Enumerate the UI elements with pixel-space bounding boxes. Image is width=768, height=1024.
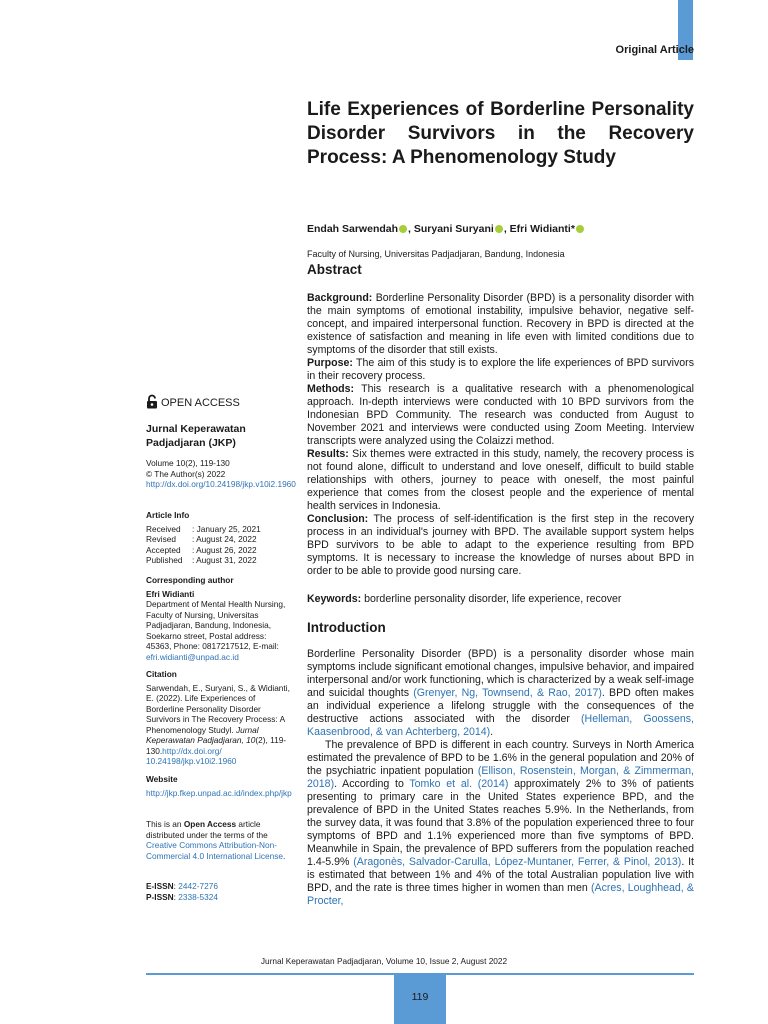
date-row-accepted: Accepted : August 26, 2022: [146, 544, 257, 555]
author-affiliation: Faculty of Nursing, Universitas Padjadjaran, Bandung, Indonesia: [307, 249, 565, 259]
eissn-link[interactable]: 2442-7276: [178, 881, 218, 891]
citation-link[interactable]: (Grenyer, Ng, Townsend, & Rao, 2017): [413, 687, 602, 699]
citation-heading: Citation: [146, 669, 177, 679]
orcid-icon[interactable]: [576, 225, 584, 233]
abstract-results: Results: Six themes were extracted in this study, namely, the recovery process is not found alone, difficult to understand and love oneself, difficult to build stable relationships with others, journey to peace with oneself, the most painful experience that comes from the closest people and the experience of mental health services in Indonesia.: [307, 448, 694, 512]
corresponding-author: [146, 575, 294, 662]
page-number: 119: [394, 975, 446, 1024]
article-type-label: Original Article: [615, 44, 694, 56]
citation-link[interactable]: (Aragonès, Salvador-Carulla, López-Muntaner, Ferrer, & Pinol, 2013): [353, 856, 682, 868]
introduction-body: [307, 648, 694, 908]
article-info: [146, 510, 294, 566]
copyright: © The Author(s) 2022: [146, 468, 226, 479]
license-block: This is an Open Access article distributed under the terms of the Creative Commons Attribution-Non-Commercial 4.0 International License.: [146, 819, 286, 861]
citation-link[interactable]: (Ellison, Rosenstein, Morgan, & Zimmerman, 2018): [307, 765, 694, 790]
corresponding-address: Department of Mental Health Nursing, Faculty of Nursing, Universitas Padjadjaran, Bandung, Indonesia, Soekarno street, Postal address: 45363, Phone: 0817217512, E-mail:: [146, 599, 286, 651]
date-row-revised: Revised : August 24, 2022: [146, 534, 257, 544]
volume-info: [146, 458, 294, 490]
eissn: E-ISSN: 2442-7276: [146, 881, 218, 891]
citation-link[interactable]: (Acres, Loughhead, & Procter,: [307, 882, 694, 907]
footer-journal-line: Jurnal Keperawatan Padjadjaran, Volume 10, Issue 2, August 2022: [260, 956, 508, 966]
date-row-published: Published : August 31, 2022: [146, 555, 257, 565]
journal-name: Jurnal Keperawatan Padjadjaran (JKP): [146, 423, 246, 449]
article-info-heading: Article Info: [146, 510, 190, 520]
citation-block: [146, 669, 294, 767]
abstract-background: Background: Borderline Personality Disorder (BPD) is a personality disorder with the main symptoms of emotional instability, impulsive behavior, negative self-concept, and impaired interpersonal function. Recovery in BPD is directed at the existence of satisfaction and meaning in life even with limited conditions due to symptoms of the disorder that still exists.: [307, 292, 694, 356]
email-link[interactable]: efri.widianti@unpad.ac.id: [146, 651, 239, 662]
citation-link[interactable]: Tomko et al. (2014): [409, 778, 509, 790]
abstract-heading: Abstract: [307, 262, 362, 277]
website-link[interactable]: http://jkp.fkep.unpad.ac.id/index.php/jkp: [146, 787, 292, 798]
abstract-conclusion: Conclusion: The process of self-identification is the first step in the recovery process in an individual's journey with BPD. The available support system helps BPD survivors to be able to adapt to the experience resulting from BPD symptoms. It is necessary to increase the knowledge of nurses about BPD in order to be able to provide good nursing care.: [307, 513, 694, 577]
open-access-label: OPEN ACCESS: [161, 397, 240, 409]
citation-text: Sarwendah, E., Suryani, S., & Widianti, E. (2022). Life Experiences of Borderline Personality Disorder Survivors in The Recovery Process: A Phenomenology Studyl. Jurnal Keperawatan Padjadjaran, 10(2), 119-130.http://dx.doi.org/ 10.24198/jkp.v10i2.1960: [146, 682, 290, 766]
keywords: Keywords: borderline personality disorder, life experience, recover: [307, 593, 622, 605]
website-block: [146, 774, 294, 798]
author-name[interactable]: Efri Widianti*: [509, 223, 575, 235]
volume: Volume 10(2), 119-130: [146, 458, 230, 468]
abstract-methods: Methods: This research is a qualitative research with a phenomenological approach. In-depth interviews were conducted with 10 BPD survivors from the Indonesian BPD Community. The research was conducted from August to November 2021 and interviews were conducted using Zoom Meeting. Interview transcripts were analyzed using the Colaizzi method.: [307, 383, 694, 447]
corresponding-heading: Corresponding author: [146, 575, 234, 585]
article-dates: [146, 524, 261, 566]
issn-block: [146, 881, 294, 902]
author-list: Endah Sarwendah , Suryani Suryani , Efri Widianti*: [307, 223, 585, 235]
citation-link[interactable]: (Helleman, Goossens, Kaasenbrood, & van Achterberg, 2014): [307, 713, 694, 738]
introduction-heading: Introduction: [307, 620, 386, 635]
corresponding-name: Efri Widianti: [146, 588, 195, 599]
author-name[interactable]: Endah Sarwendah: [307, 223, 399, 235]
date-row-received: Received : January 25, 2021: [146, 523, 261, 534]
website-heading: Website: [146, 774, 178, 784]
abstract-purpose: Purpose: The aim of this study is to explore the life experiences of BPD survivors in their recovery process.: [307, 357, 694, 382]
intro-paragraph: The prevalence of BPD is different in each country. Surveys in North America estimated the prevalence of BPD to be 1.6% in the general population and 20% of the psychiatric inpatient population (Ellison, Rosenstein, Morgan, & Zimmerman, 2018). According to Tomko et al. (2014) approximately 2% to 3% of patients presenting to primary care in the United States experience BPD, and the prevalence of BPD in the United States reaches 5.9%. In the Netherlands, from the survey data, it was found that 3.8% of the population experienced three to four symptoms of BPD and 1.1% experienced more than five symptoms of BPD. Meanwhile in Spain, the prevalence of BPD sufferers from the population reached 1.4-5.9% (Aragonès, Salvador-Carulla, López-Muntaner, Ferrer, & Pinol, 2013). It is estimated that between 1% and 4% of the total Australian population live with BPD, and the rate is three times higher in women than men (Acres, Loughhead, & Procter,: [307, 739, 694, 907]
orcid-icon[interactable]: [399, 225, 407, 233]
author-name[interactable]: Suryani Suryani: [413, 223, 494, 235]
license-link[interactable]: Creative Commons Attribution-Non-Commercial 4.0 International License: [146, 840, 283, 861]
citation-doi-link[interactable]: http://dx.doi.org/ 10.24198/jkp.v10i2.1960: [146, 745, 237, 766]
orcid-icon[interactable]: [495, 225, 503, 233]
pissn-link[interactable]: 2338-5324: [178, 891, 218, 902]
doi-link[interactable]: http://dx.doi.org/10.24198/jkp.v10i2.1960: [146, 479, 296, 489]
abstract-body: [307, 292, 694, 578]
intro-paragraph: Borderline Personality Disorder (BPD) is a personality disorder whose main symptoms include significant emotional changes, impulsive behavior, and impaired interpersonal and/or work functioning, which is characterized by a weak self-image and suicidal thoughts (Grenyer, Ng, Townsend, & Rao, 2017). BPD often makes an individual experience a lifelong struggle with the consequences of the destructive actions associated with the disorder (Helleman, Goossens, Kaasenbrood, & van Achterberg, 2014).: [307, 648, 694, 738]
article-title: Life Experiences of Borderline Personality Disorder Survivors in the Recovery Process: A Phenomenology Study: [307, 99, 694, 168]
pissn: P-ISSN: 2338-5324: [146, 891, 218, 902]
open-access-badge: [146, 394, 240, 412]
open-lock-icon: [146, 394, 158, 412]
